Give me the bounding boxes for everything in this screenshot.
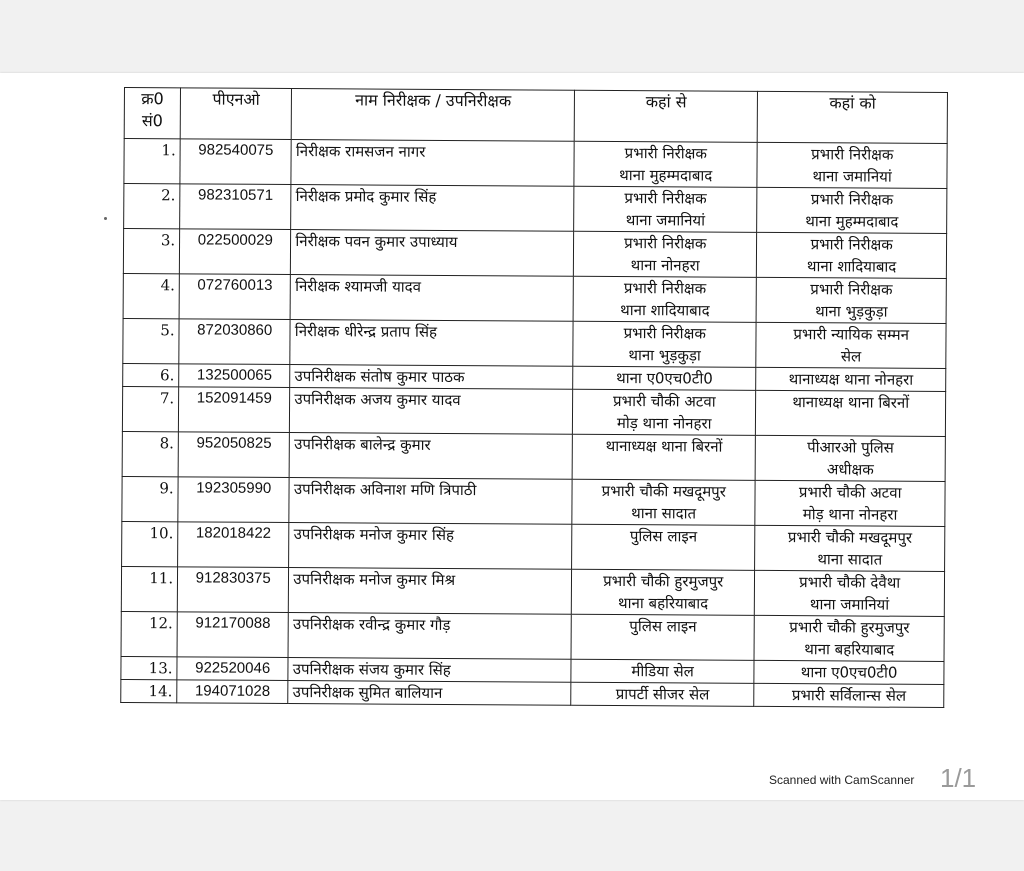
row-pno: 072760013 <box>179 274 290 320</box>
row-pno: 982310571 <box>180 184 291 230</box>
row-posted-to: प्रभारी चौकी अटवा मोड़ थाना नोनहरा <box>755 480 945 526</box>
row-posted-to: थानाध्यक्ष थाना नोनहरा <box>756 367 946 391</box>
row-posted-to: प्रभारी चौकी मखदूमपुर थाना सादात <box>755 525 945 571</box>
table-header-row <box>124 88 947 144</box>
row-posted-to: प्रभारी निरीक्षक थाना जमानियां <box>757 142 947 188</box>
row-pno: 952050825 <box>178 432 289 478</box>
row-serial-number: 13. <box>121 656 177 679</box>
row-posted-to: प्रभारी निरीक्षक थाना मुहम्मदाबाद <box>757 187 947 233</box>
ink-speck <box>104 217 107 220</box>
row-posted-to: प्रभारी चौकी देवैथा थाना जमानियां <box>755 570 945 616</box>
row-officer-name: उपनिरीक्षक अजय कुमार यादव <box>290 388 573 435</box>
row-posted-from: मीडिया सेल <box>571 659 754 683</box>
table-row <box>124 184 947 234</box>
row-posted-from: प्रभारी निरीक्षक थाना भुड़कुड़ा <box>573 321 757 367</box>
row-pno: 182018422 <box>178 522 289 568</box>
row-officer-name: निरीक्षक धीरेन्द्र प्रताप सिंह <box>290 320 573 367</box>
row-officer-name: उपनिरीक्षक सुमित बालियान <box>288 681 571 706</box>
scanned-page <box>0 73 1024 800</box>
row-posted-from: प्रभारी चौकी हुरमुजपुर थाना बहरियाबाद <box>571 569 755 615</box>
row-pno: 872030860 <box>179 319 290 365</box>
row-posted-to: प्रभारी निरीक्षक थाना भुड़कुड़ा <box>756 277 946 323</box>
row-serial-number: 9. <box>122 476 178 521</box>
header-to: कहां को <box>758 91 948 143</box>
row-posted-from: प्रापर्टी सीजर सेल <box>571 682 754 706</box>
table-row <box>121 566 944 616</box>
row-officer-name: उपनिरीक्षक मनोज कुमार सिंह <box>289 523 572 570</box>
row-serial-number: 4. <box>123 273 179 318</box>
row-posted-to: प्रभारी सर्विलान्स सेल <box>754 683 944 707</box>
row-serial-number: 3. <box>123 229 179 274</box>
row-pno: 022500029 <box>179 229 290 275</box>
row-posted-from: थाना ए0एच0टी0 <box>573 366 756 390</box>
row-officer-name: उपनिरीक्षक संजय कुमार सिंह <box>288 658 571 683</box>
row-posted-to: पीआरओ पुलिस अधीक्षक <box>755 435 945 481</box>
row-posted-from: प्रभारी निरीक्षक थाना नोनहरा <box>573 231 757 277</box>
row-officer-name: निरीक्षक श्यामजी यादव <box>290 275 573 322</box>
row-officer-name: उपनिरीक्षक रवीन्द्र कुमार गौड़ <box>288 613 571 660</box>
row-serial-number: 1. <box>124 139 180 184</box>
row-pno: 922520046 <box>177 657 288 681</box>
row-officer-name: निरीक्षक रामसजन नागर <box>291 140 574 187</box>
row-pno: 152091459 <box>179 387 290 433</box>
table-row <box>123 273 946 323</box>
row-pno: 132500065 <box>179 364 290 388</box>
table-row <box>123 318 946 368</box>
row-posted-from: प्रभारी चौकी मखदूमपुर थाना सादात <box>572 479 756 525</box>
row-posted-from: प्रभारी निरीक्षक थाना मुहम्मदाबाद <box>574 141 758 187</box>
row-pno: 192305990 <box>178 477 289 523</box>
row-officer-name: उपनिरीक्षक अविनाश मणि त्रिपाठी <box>289 478 572 525</box>
header-pno: पीएनओ <box>180 88 292 140</box>
row-posted-to: प्रभारी न्यायिक सम्मन सेल <box>756 322 946 368</box>
table-row <box>124 139 947 189</box>
row-officer-name: निरीक्षक प्रमोद कुमार सिंह <box>291 185 574 232</box>
row-posted-from: थानाध्यक्ष थाना बिरनों <box>572 434 756 480</box>
header-name: नाम निरीक्षक / उपनिरीक्षक <box>292 89 575 142</box>
row-posted-from: प्रभारी निरीक्षक थाना जमानियां <box>574 186 758 232</box>
row-serial-number: 6. <box>123 363 179 386</box>
row-serial-number: 11. <box>121 566 177 611</box>
row-serial-number: 8. <box>122 431 178 476</box>
row-pno: 912830375 <box>177 567 288 613</box>
row-posted-to: प्रभारी चौकी हुरमुजपुर थाना बहरियाबाद <box>754 615 944 661</box>
row-serial-number: 5. <box>123 318 179 363</box>
table-row <box>122 521 945 571</box>
row-pno: 982540075 <box>180 139 291 185</box>
page-indicator: 1/1 <box>940 763 977 793</box>
table-row <box>121 679 944 707</box>
transfer-table <box>120 87 948 708</box>
row-officer-name: उपनिरीक्षक बालेन्द्र कुमार <box>289 433 572 480</box>
table-row <box>121 611 944 661</box>
row-posted-from: प्रभारी चौकी अटवा मोड़ थाना नोनहरा <box>573 389 757 435</box>
table-row <box>122 386 945 436</box>
row-officer-name: निरीक्षक पवन कुमार उपाध्याय <box>291 230 574 277</box>
row-posted-from: पुलिस लाइन <box>571 614 755 660</box>
scanner-watermark: Scanned with CamScanner <box>769 773 915 787</box>
row-serial-number: 7. <box>122 386 178 431</box>
row-serial-number: 10. <box>122 521 178 566</box>
row-posted-to: थानाध्यक्ष थाना बिरनों <box>756 390 946 436</box>
row-posted-from: पुलिस लाइन <box>572 524 756 570</box>
row-serial-number: 12. <box>121 611 177 656</box>
row-serial-number: 14. <box>121 679 177 702</box>
header-serial-number: क्र0 सं0 <box>124 88 180 139</box>
header-from: कहां से <box>574 90 758 142</box>
row-pno: 194071028 <box>177 680 288 704</box>
table-row <box>122 476 945 526</box>
row-posted-to: थाना ए0एच0टी0 <box>754 660 944 684</box>
row-officer-name: उपनिरीक्षक संतोष कुमार पाठक <box>290 365 573 390</box>
table-row <box>123 229 946 279</box>
row-posted-to: प्रभारी निरीक्षक थाना शादियाबाद <box>757 232 947 278</box>
table-row <box>122 431 945 481</box>
row-posted-from: प्रभारी निरीक्षक थाना शादियाबाद <box>573 276 757 322</box>
row-serial-number: 2. <box>124 184 180 229</box>
row-officer-name: उपनिरीक्षक मनोज कुमार मिश्र <box>289 568 572 615</box>
row-pno: 912170088 <box>177 612 288 658</box>
